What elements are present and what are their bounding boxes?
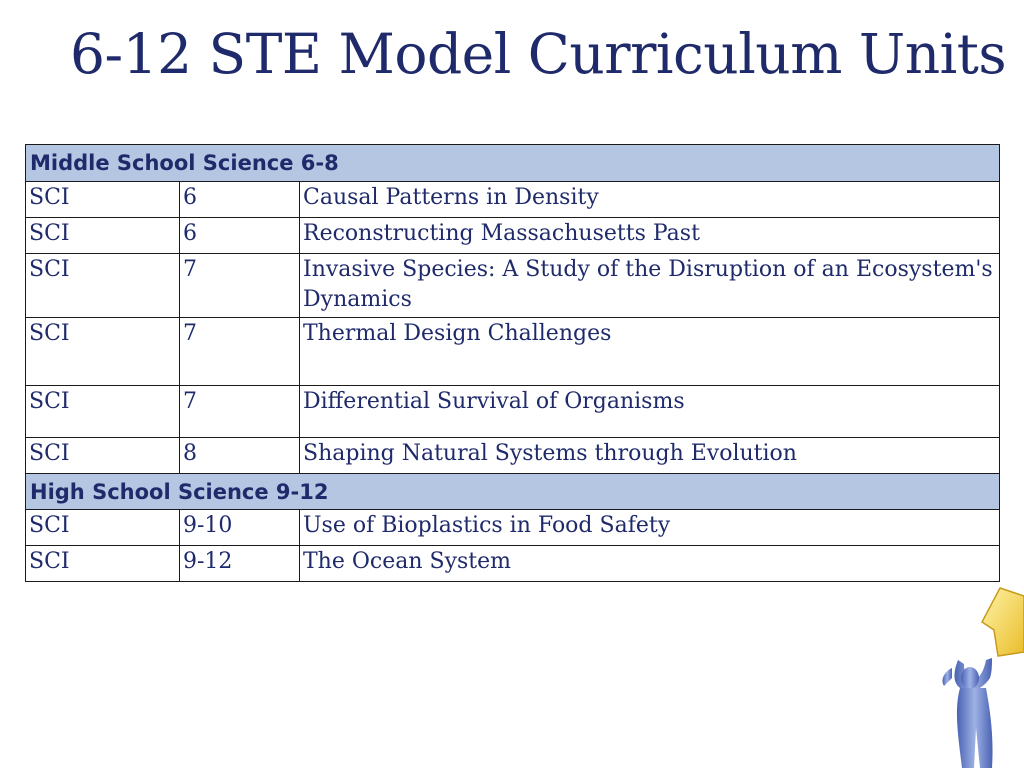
unit-title-cell: Invasive Species: A Study of the Disruption of an Ecosystem's Dynamics	[300, 254, 1000, 318]
unit-subject-cell: SCI	[26, 218, 180, 254]
table-row	[26, 182, 1000, 218]
unit-grade-cell: 6	[180, 218, 300, 254]
unit-title-cell: Causal Patterns in Density	[300, 182, 1000, 218]
unit-title-cell: Use of Bioplastics in Food Safety	[300, 510, 1000, 546]
curriculum-units-table	[25, 144, 1000, 582]
table-row	[26, 438, 1000, 474]
page-title: 6-12 STE Model Curriculum Units	[70, 22, 1007, 86]
unit-title-cell: Reconstructing Massachusetts Past	[300, 218, 1000, 254]
table-row	[26, 318, 1000, 386]
unit-title-cell: Thermal Design Challenges	[300, 318, 1000, 386]
table-row	[26, 254, 1000, 318]
section-header-row	[26, 145, 1000, 182]
unit-subject-cell: SCI	[26, 182, 180, 218]
table-row	[26, 510, 1000, 546]
unit-grade-cell: 9-10	[180, 510, 300, 546]
person-with-star-icon	[930, 560, 1024, 768]
unit-subject-cell: SCI	[26, 510, 180, 546]
unit-grade-cell: 6	[180, 182, 300, 218]
table-row	[26, 218, 1000, 254]
unit-title-cell: The Ocean System	[300, 546, 1000, 582]
unit-title-cell: Differential Survival of Organisms	[300, 386, 1000, 438]
table-row	[26, 386, 1000, 438]
unit-subject-cell: SCI	[26, 386, 180, 438]
unit-subject-cell: SCI	[26, 546, 180, 582]
unit-grade-cell: 8	[180, 438, 300, 474]
unit-subject-cell: SCI	[26, 438, 180, 474]
section-heading: Middle School Science 6-8	[26, 145, 1000, 182]
unit-title-cell: Shaping Natural Systems through Evolution	[300, 438, 1000, 474]
unit-subject-cell: SCI	[26, 254, 180, 318]
unit-grade-cell: 9-12	[180, 546, 300, 582]
section-header-row	[26, 474, 1000, 510]
unit-grade-cell: 7	[180, 254, 300, 318]
table-row	[26, 546, 1000, 582]
unit-grade-cell: 7	[180, 318, 300, 386]
section-heading: High School Science 9-12	[26, 474, 1000, 510]
unit-grade-cell: 7	[180, 386, 300, 438]
unit-subject-cell: SCI	[26, 318, 180, 386]
